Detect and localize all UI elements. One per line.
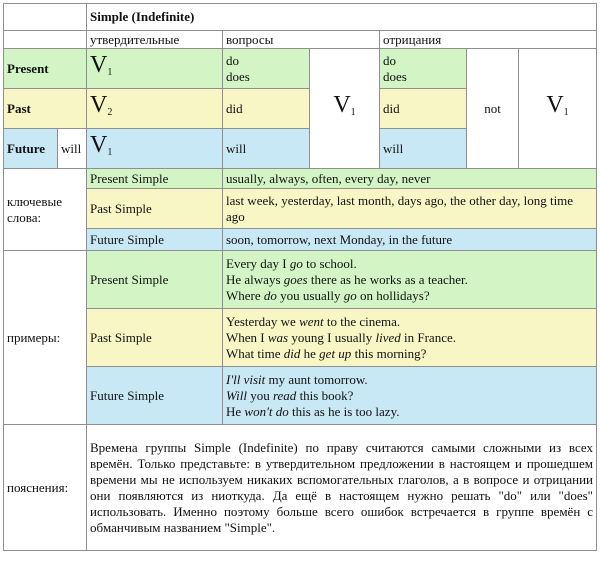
future-affirm-formula bbox=[87, 129, 223, 169]
verb-subscript: 1 bbox=[107, 146, 113, 158]
explanation-label: пояснения: bbox=[4, 425, 87, 551]
example-line: Every day I go to school. bbox=[226, 255, 357, 271]
grammar-table bbox=[3, 3, 597, 551]
present-question-aux bbox=[223, 49, 310, 89]
corner-cell bbox=[4, 4, 87, 31]
corner-cell-2 bbox=[4, 31, 87, 49]
examples-future-name: Future Simple bbox=[87, 367, 223, 425]
verb-subscript: 2 bbox=[107, 106, 113, 118]
example-line: Where do you usually go on hollidays? bbox=[226, 287, 430, 303]
negation-main-verb bbox=[519, 49, 597, 169]
example-line: He won't do this as he is too lazy. bbox=[226, 403, 400, 419]
future-negation-aux: will bbox=[380, 129, 467, 169]
present-negation-aux bbox=[380, 49, 467, 89]
aux-do: do bbox=[226, 52, 239, 68]
keywords-present-name: Present Simple bbox=[87, 169, 223, 189]
keywords-future-name: Future Simple bbox=[87, 229, 223, 251]
keywords-past-words: last week, yesterday, last month, days ago, the other day, long time ago bbox=[223, 189, 597, 229]
example-line: He always goes there as he works as a teacher. bbox=[226, 271, 468, 287]
examples-past-name: Past Simple bbox=[87, 309, 223, 367]
negation-not: not bbox=[467, 49, 519, 169]
example-line: When I was young I usually lived in France. bbox=[226, 329, 456, 345]
examples-past bbox=[223, 309, 597, 367]
verb-symbol: V bbox=[90, 131, 108, 158]
explanation-text: Времена группы Simple (Indefinite) по праву считаются самыми сложными из всех времён. Только представьте: в утвердительном предложении в настоящем и прошедшем времени мы не используем никаких вспомогательных глаголов, а в вопросе и отрицании они появляются из ниоткуда. Да ещё в настоящем нужно решать "do" или "does" использовать. Именно поэтому больше всего ошибок встречается в группе времён с обманчивым названием "Simple". bbox=[87, 425, 597, 551]
aux-does: does bbox=[383, 68, 407, 84]
verb-symbol: V bbox=[90, 51, 108, 78]
present-affirm-formula bbox=[87, 49, 223, 89]
examples-present-name: Present Simple bbox=[87, 251, 223, 309]
past-question-aux: did bbox=[223, 89, 310, 129]
tense-present-label: Present bbox=[4, 49, 87, 89]
keywords-future-words: soon, tomorrow, next Monday, in the future bbox=[223, 229, 597, 251]
tense-past-label: Past bbox=[4, 89, 87, 129]
col-header-questions: вопросы bbox=[223, 31, 380, 49]
examples-present bbox=[223, 251, 597, 309]
keywords-label: ключевые слова: bbox=[4, 169, 87, 251]
aux-does: does bbox=[226, 68, 250, 84]
example-line: What time did he get up this morning? bbox=[226, 345, 427, 361]
question-main-verb bbox=[310, 49, 380, 169]
future-question-aux: will bbox=[223, 129, 310, 169]
verb-subscript: 1 bbox=[350, 106, 356, 118]
verb-subscript: 1 bbox=[107, 66, 113, 78]
col-header-negations: отрицания bbox=[380, 31, 597, 49]
examples-future bbox=[223, 367, 597, 425]
future-will: will bbox=[58, 129, 87, 169]
past-negation-aux: did bbox=[380, 89, 467, 129]
example-line: Yesterday we went to the cinema. bbox=[226, 313, 401, 329]
table-title: Simple (Indefinite) bbox=[87, 4, 597, 31]
keywords-present-words: usually, always, often, every day, never bbox=[223, 169, 597, 189]
col-header-affirm: утвердительные bbox=[87, 31, 223, 49]
verb-subscript: 1 bbox=[563, 106, 569, 118]
verb-symbol: V bbox=[90, 91, 108, 118]
aux-do: do bbox=[383, 52, 396, 68]
verb-symbol: V bbox=[546, 91, 564, 118]
keywords-past-name: Past Simple bbox=[87, 189, 223, 229]
verb-symbol: V bbox=[333, 91, 351, 118]
example-line: I'll visit my aunt tomorrow. bbox=[226, 371, 368, 387]
tense-future-label: Future bbox=[4, 129, 58, 169]
past-affirm-formula bbox=[87, 89, 223, 129]
example-line: Will you read this book? bbox=[226, 387, 354, 403]
examples-label: примеры: bbox=[4, 251, 87, 425]
